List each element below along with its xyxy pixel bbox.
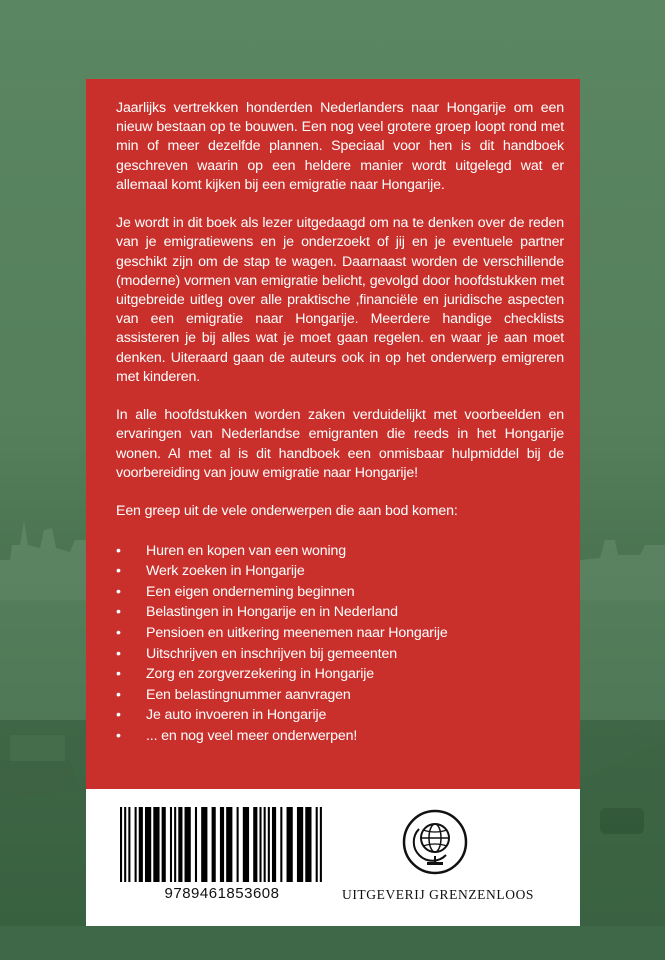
examples-paragraph: In alle hoofdstukken worden zaken verduidelijkt met voorbeelden en ervaringen van Nederlandse emigranten die reeds in het Hongarije wonen. Al met al is dit handboek een onmisbaar hulpmiddel bij de voorbereiding van jouw emigratie naar Hongarije! [116, 407, 564, 481]
barcode-bar [297, 807, 303, 882]
barcode-bar [268, 807, 270, 882]
list-item: • Huren en kopen van een woning [116, 541, 564, 562]
list-item: • ... en nog veel meer onderwerpen! [116, 726, 564, 747]
bullet-icon: • [116, 707, 121, 724]
barcode-bar [120, 807, 122, 882]
content-paragraph: Je wordt in dit boek als lezer uitgedaagd om na te denken over de reden van je emigratiewens en je onderzoekt of jij en je eventuele partner geschikt zijn om de stap te wagen. Daarnaast worden de verschillende (moderne) vormen van emigratie belicht, gevolgd door hoofdstukken met uitgebreide uitleg over alle praktische ,financiële en juridische aspecten van een emigratie naar Hongarije. Meerdere handige checklists assisteren je bij alles wat je moet gaan regelen. en waar je aan moet denken. Uiteraard gaan de auteurs ook in op het onderwerp emigreren met kinderen. [116, 215, 564, 385]
barcode-bar [320, 807, 322, 882]
barcode-bar [153, 807, 159, 882]
bullet-icon: • [116, 624, 121, 641]
topics-intro: Een greep uit de vele onderwerpen die aan bod komen: [116, 503, 458, 520]
barcode-bar [178, 807, 182, 882]
bullet-icon: • [116, 686, 121, 703]
barcode-bar [201, 807, 207, 882]
publisher-name: UITGEVERIJ GRENZENLOOS [341, 887, 535, 902]
bullet-icon: • [116, 645, 121, 662]
barcode-bar [272, 807, 276, 882]
barcode-bar [220, 807, 224, 882]
topics-list [116, 541, 564, 747]
bullet-icon: • [116, 542, 121, 559]
barcode-bar [162, 807, 166, 882]
barcode-bar [264, 807, 266, 882]
list-item: • Uitschrijven en inschrijven bij gemeenten [116, 644, 564, 665]
bullet-icon: • [116, 604, 121, 621]
barcode-bar [253, 807, 257, 882]
barcode-bar [185, 807, 191, 882]
bullet-icon: • [116, 583, 121, 600]
barcode-bar [259, 807, 261, 882]
barcode-bar [174, 807, 176, 882]
barcode-bar [139, 807, 143, 882]
barcode-bar [280, 807, 282, 882]
globe-icon [402, 809, 468, 875]
barcode-bar [237, 807, 239, 882]
isbn-number: 9789461853608 [164, 885, 280, 902]
list-item: • Pensioen en uitkering meenemen naar Hongarije [116, 623, 564, 644]
back-cover-footer [86, 789, 580, 926]
barcode-bar [305, 807, 311, 882]
barcode-bar [128, 807, 130, 882]
list-item: • Zorg en zorgverzekering in Hongarije [116, 664, 564, 685]
bullet-icon: • [116, 727, 121, 744]
barcode-bar [124, 807, 126, 882]
barcode [120, 807, 324, 882]
intro-paragraph: Jaarlijks vertrekken honderden Nederlanders naar Hongarije om een nieuw bestaan op te bouwen. Een nog veel grotere groep loopt rond met min of meer dezelfde plannen. Speciaal voor hen is dit handboek geschreven waarin op een heldere manier wordt uitgelegd wat er allemaal komt kijken bij een emigratie naar Hongarije. [116, 100, 564, 193]
barcode-bar [287, 807, 293, 882]
barcode-bar [195, 807, 197, 882]
barcode-bar [212, 807, 216, 882]
barcode-bar [226, 807, 232, 882]
barcode-bar [170, 807, 172, 882]
list-item: • Je auto invoeren in Hongarije [116, 705, 564, 726]
list-item: • Een belastingnummer aanvragen [116, 685, 564, 706]
list-item: • Werk zoeken in Hongarije [116, 561, 564, 582]
bullet-icon: • [116, 563, 121, 580]
list-item: • Belastingen in Hongarije en in Nederland [116, 602, 564, 623]
barcode-bar [243, 807, 249, 882]
bullet-icon: • [116, 666, 121, 683]
description-panel [86, 79, 580, 789]
barcode-bar [145, 807, 151, 882]
barcode-bar [135, 807, 137, 882]
list-item: • Een eigen onderneming beginnen [116, 582, 564, 603]
barcode-bar [316, 807, 318, 882]
